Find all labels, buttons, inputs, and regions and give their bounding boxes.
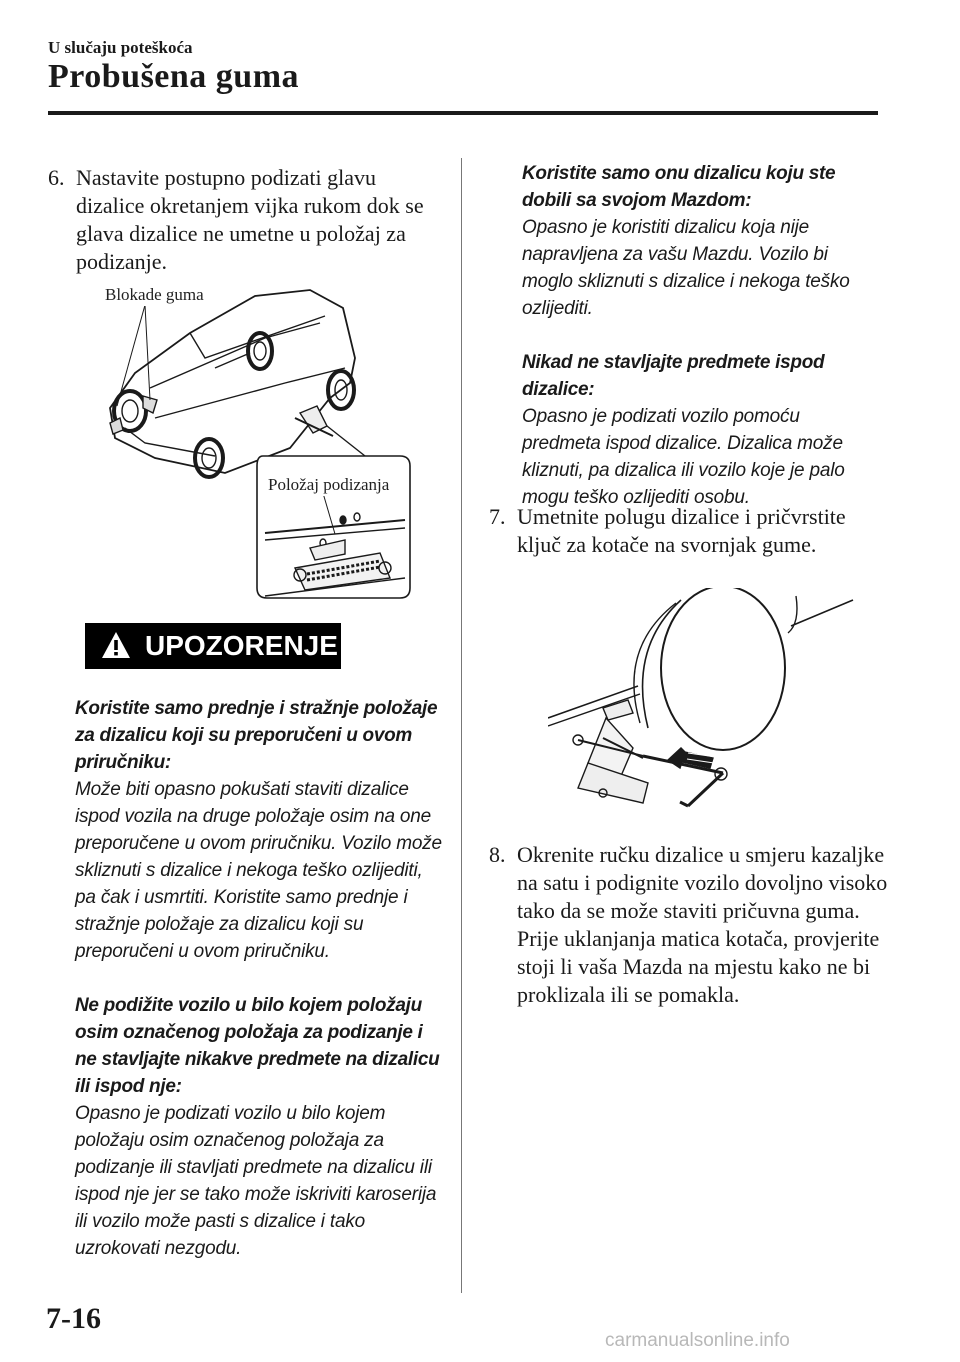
warning-body: Može biti opasno pokušati staviti dizalice ispod vozila na druge položaje osim na one preporučene u ovom priručniku. Vozilo može skliznuti s dizalice i nekoga teško ozlijediti, pa čak i usmrtiti. Koristite samo prednje i stražnje položaje za dizalicu koji su preporučeni u ovom priručniku.	[75, 779, 442, 962]
step-8	[489, 841, 889, 1009]
warning-heading: Ne podižite vozilo u bilo kojem položaju osim označenog položaja za podizanje i ne stavljajte nikakve predmete na dizalicu ili ispod nje:	[75, 995, 440, 1097]
step-number: 6.	[48, 165, 65, 190]
warning-body: Opasno je koristiti dizalicu koja nije napravljena za vašu Mazdu. Vozilo bi moglo skliznuti s dizalice i nekoga teško ozlijediti.	[522, 217, 850, 319]
warning-triangle-icon	[101, 631, 131, 659]
warning-banner-text: UPOZORENJE	[145, 630, 338, 661]
watermark: carmanualsonline.info	[605, 1330, 790, 1351]
page-number: 7-16	[46, 1302, 101, 1335]
section-label: U slučaju poteškoća	[48, 38, 193, 57]
step-text: Nastavite postupno podizati glavu dizalice okretanjem vijka rukom dok se glava dizalice ne umetne u položaj za podizanje.	[76, 165, 424, 274]
step-text: Okrenite ručku dizalice u smjeru kazaljke na satu i podignite vozilo dovoljno visoko tako da se može staviti pričuvna guma. Prije uklanjanja matica kotača, provjerite stoji li vaša Mazda na mjestu kako ne bi proklizala ili se pomakla.	[517, 842, 888, 1007]
warning-heading: Nikad ne stavljajte predmete ispod dizalice:	[522, 352, 825, 400]
column-divider	[461, 158, 462, 1293]
page-title: Probušena guma	[48, 58, 300, 95]
warning-body: Opasno je podizati vozilo u bilo kojem položaju osim označenog položaja za podizanje ili stavljati predmete na dizalicu ili ispod nje jer se tako može iskriviti karoserija ili vozilo može pasti s dizalice i tako uzrokovati nezgodu.	[75, 1103, 437, 1259]
step-number: 7.	[489, 504, 506, 529]
warning-heading: Koristite samo prednje i stražnje položaje za dizalicu koji su preporučeni u ovom priručniku:	[75, 698, 438, 773]
step-number: 8.	[489, 842, 506, 867]
lift-point-label: Položaj podizanja	[268, 475, 390, 494]
title-rule	[48, 111, 878, 115]
warning-column-left	[75, 695, 445, 1262]
chocks-label: Blokade guma	[105, 285, 204, 304]
figure-car-lifting-point	[95, 278, 415, 603]
warning-column-right	[522, 160, 882, 511]
step-7	[489, 503, 889, 559]
step-text: Umetnite polugu dizalice i pričvrstite ključ za kotače na svornjak gume.	[517, 504, 846, 557]
step-6	[48, 164, 438, 276]
warning-body: Opasno je podizati vozilo pomoću predmeta ispod dizalice. Dizalica može kliznuti, pa dizalica ili vozilo koje je palo mogu teško ozlijediti osobu.	[522, 406, 845, 508]
figure-jack-handle	[548, 588, 858, 818]
warning-banner	[85, 623, 341, 669]
warning-heading: Koristite samo onu dizalicu koju ste dobili sa svojom Mazdom:	[522, 163, 836, 211]
